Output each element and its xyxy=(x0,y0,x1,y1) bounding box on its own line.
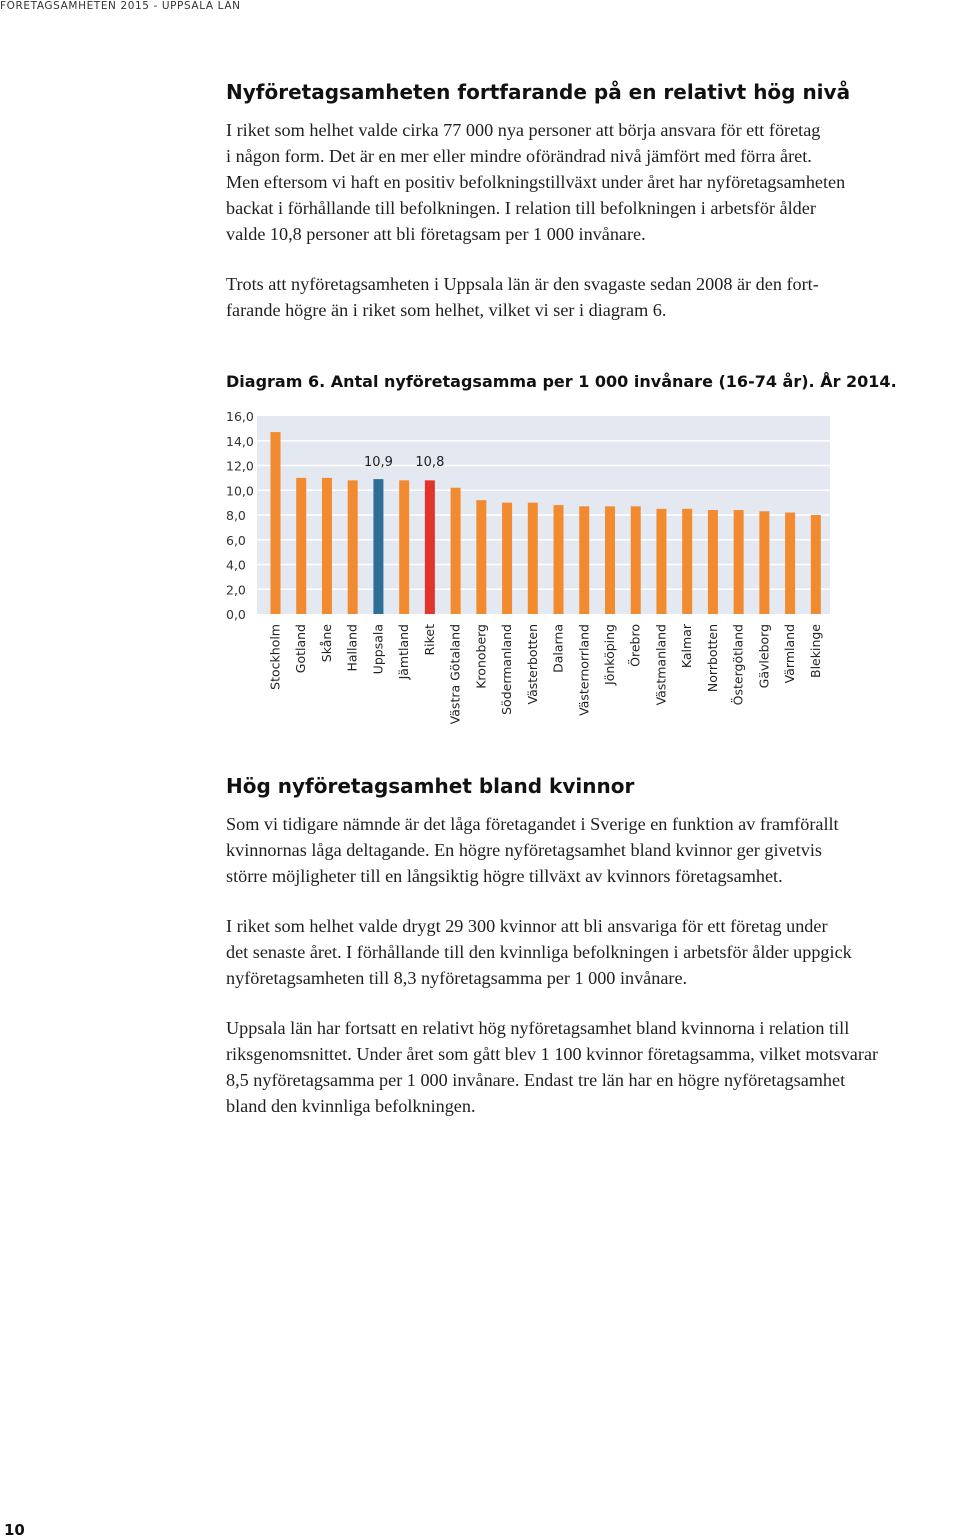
bar-gotland xyxy=(296,478,306,614)
x-tick-label: Kalmar xyxy=(679,624,695,669)
page-number: 10 xyxy=(4,1521,25,1539)
paragraph-line: nyföretagsamheten till 8,3 nyföretagsamma per 1 000 invånare. xyxy=(226,968,688,988)
data-label: 10,9 xyxy=(363,455,393,470)
bar-blekinge xyxy=(811,515,821,614)
y-tick-label: 10,0 xyxy=(226,483,254,499)
paragraph-line: riksgenomsnittet. Under året som gått blev 1 100 kvinnor företagsamma, vilket motsvarar xyxy=(226,1044,879,1064)
bar-gävleborg xyxy=(759,511,769,614)
y-tick-label: 8,0 xyxy=(226,508,246,523)
x-tick-label: Gävleborg xyxy=(756,624,772,689)
y-tick-label: 4,0 xyxy=(226,557,246,573)
paragraph-uppsala-comparison xyxy=(226,271,960,323)
bar-jönköping xyxy=(605,506,615,614)
paragraph-line: backat i förhållande till befolkningen. I relation till befolkningen i arbetsför ålder xyxy=(226,198,816,218)
paragraph-line: kvinnornas låga deltagande. En högre nyföretagsamhet bland kvinnor ger givetvis xyxy=(226,840,822,860)
x-tick-label: Västmanland xyxy=(653,624,669,706)
y-tick-label: 2,0 xyxy=(226,582,246,598)
y-tick-label: 0,0 xyxy=(226,607,246,622)
paragraph-line: I riket som helhet valde drygt 29 300 kvinnor att bli ansvariga för ett företag under xyxy=(226,916,828,936)
paragraph-line: farande högre än i riket som helhet, vilket vi ser i diagram 6. xyxy=(226,300,667,320)
paragraph-line: större möjligheter till en långsiktig högre tillväxt av kvinnors företagsamhet. xyxy=(226,866,783,886)
x-tick-label: Värmland xyxy=(782,624,798,684)
paragraph-line: Som vi tidigare nämnde är det låga företagandet i Sverige en funktion av framförallt xyxy=(226,814,839,834)
y-tick-label: 16,0 xyxy=(226,409,254,424)
x-tick-label: Södermanland xyxy=(499,624,515,715)
bar-kronoberg xyxy=(476,500,486,614)
x-tick-label: Västra Götaland xyxy=(447,624,463,725)
bar-västra-götaland xyxy=(451,488,461,614)
x-tick-label: Västerbotten xyxy=(524,624,540,705)
bar-jämtland xyxy=(399,480,409,614)
bar-västmanland xyxy=(656,509,666,614)
paragraph-line: 8,5 nyföretagsamma per 1 000 invånare. Endast tre län har en högre nyföretagsamhet xyxy=(226,1070,846,1090)
y-tick-label: 6,0 xyxy=(226,532,246,548)
paragraph-line: Men eftersom vi haft en positiv befolkningstillväxt under året har nyföretagsamheten xyxy=(226,172,846,192)
bar-västernorrland xyxy=(579,506,589,614)
x-tick-label: Norrbotten xyxy=(704,624,720,693)
paragraph-women-national xyxy=(226,913,960,991)
x-tick-label: Östergötland xyxy=(730,624,746,706)
section-title-kvinnor: Hög nyföretagsamhet bland kvinnor xyxy=(226,774,635,798)
bar-västerbotten xyxy=(528,503,538,614)
x-tick-label: Skåne xyxy=(318,624,334,663)
bar-östergötland xyxy=(734,510,744,614)
x-tick-label: Uppsala xyxy=(370,624,386,675)
x-tick-label: Gotland xyxy=(293,624,309,674)
bar-uppsala xyxy=(373,479,383,614)
paragraph-line: bland den kvinnliga befolkningen. xyxy=(226,1096,476,1116)
x-tick-label: Kronoberg xyxy=(473,624,489,689)
bar-chart xyxy=(222,402,842,732)
bar-halland xyxy=(348,480,358,614)
x-tick-label: Blekinge xyxy=(807,624,823,678)
x-tick-label: Dalarna xyxy=(550,624,566,673)
bar-dalarna xyxy=(554,505,564,614)
running-header: FÖRETAGSAMHETEN 2015 - UPPSALA LÄN xyxy=(0,0,241,12)
x-tick-label: Västernorrland xyxy=(576,624,592,716)
bar-värmland xyxy=(785,513,795,614)
paragraph-women-uppsala xyxy=(226,1015,960,1119)
paragraph-line: i någon form. Det är en mer eller mindre oförändrad nivå jämfört med förra året. xyxy=(226,146,812,166)
x-tick-label: Jönköping xyxy=(601,624,617,685)
bar-norrbotten xyxy=(708,510,718,614)
paragraph-line: det senaste året. I förhållande till den kvinnliga befolkningen i arbetsför ålder uppgick xyxy=(226,942,852,962)
diagram-title: Diagram 6. Antal nyföretagsamma per 1 000 invånare (16-74 år). År 2014. xyxy=(226,372,897,391)
bar-örebro xyxy=(631,506,641,614)
x-tick-label: Halland xyxy=(344,624,360,672)
paragraph-line: Trots att nyföretagsamheten i Uppsala län är den svagaste sedan 2008 är den fort- xyxy=(226,274,819,294)
y-tick-label: 14,0 xyxy=(226,433,254,449)
data-label: 10,8 xyxy=(415,455,445,470)
bar-skåne xyxy=(322,478,332,614)
bar-riket xyxy=(425,480,435,614)
paragraph-line: valde 10,8 personer att bli företagsam per 1 000 invånare. xyxy=(226,224,646,244)
bar-södermanland xyxy=(502,503,512,614)
paragraph-intro xyxy=(226,117,960,247)
section-title-nyforetagsamhet: Nyföretagsamheten fortfarande på en relativt hög nivå xyxy=(226,80,851,104)
paragraph-line: Uppsala län har fortsatt en relativt hög nyföretagsamhet bland kvinnorna i relation till xyxy=(226,1018,850,1038)
paragraph-line: I riket som helhet valde cirka 77 000 nya personer att börja ansvara för ett företag xyxy=(226,120,821,140)
x-tick-label: Örebro xyxy=(627,624,643,667)
y-tick-label: 12,0 xyxy=(226,458,254,474)
bar-kalmar xyxy=(682,509,692,614)
x-tick-label: Jämtland xyxy=(396,624,412,680)
x-tick-label: Stockholm xyxy=(267,624,283,690)
bar-stockholm xyxy=(271,432,281,614)
paragraph-women-intro xyxy=(226,811,960,889)
x-tick-label: Riket xyxy=(421,624,437,656)
